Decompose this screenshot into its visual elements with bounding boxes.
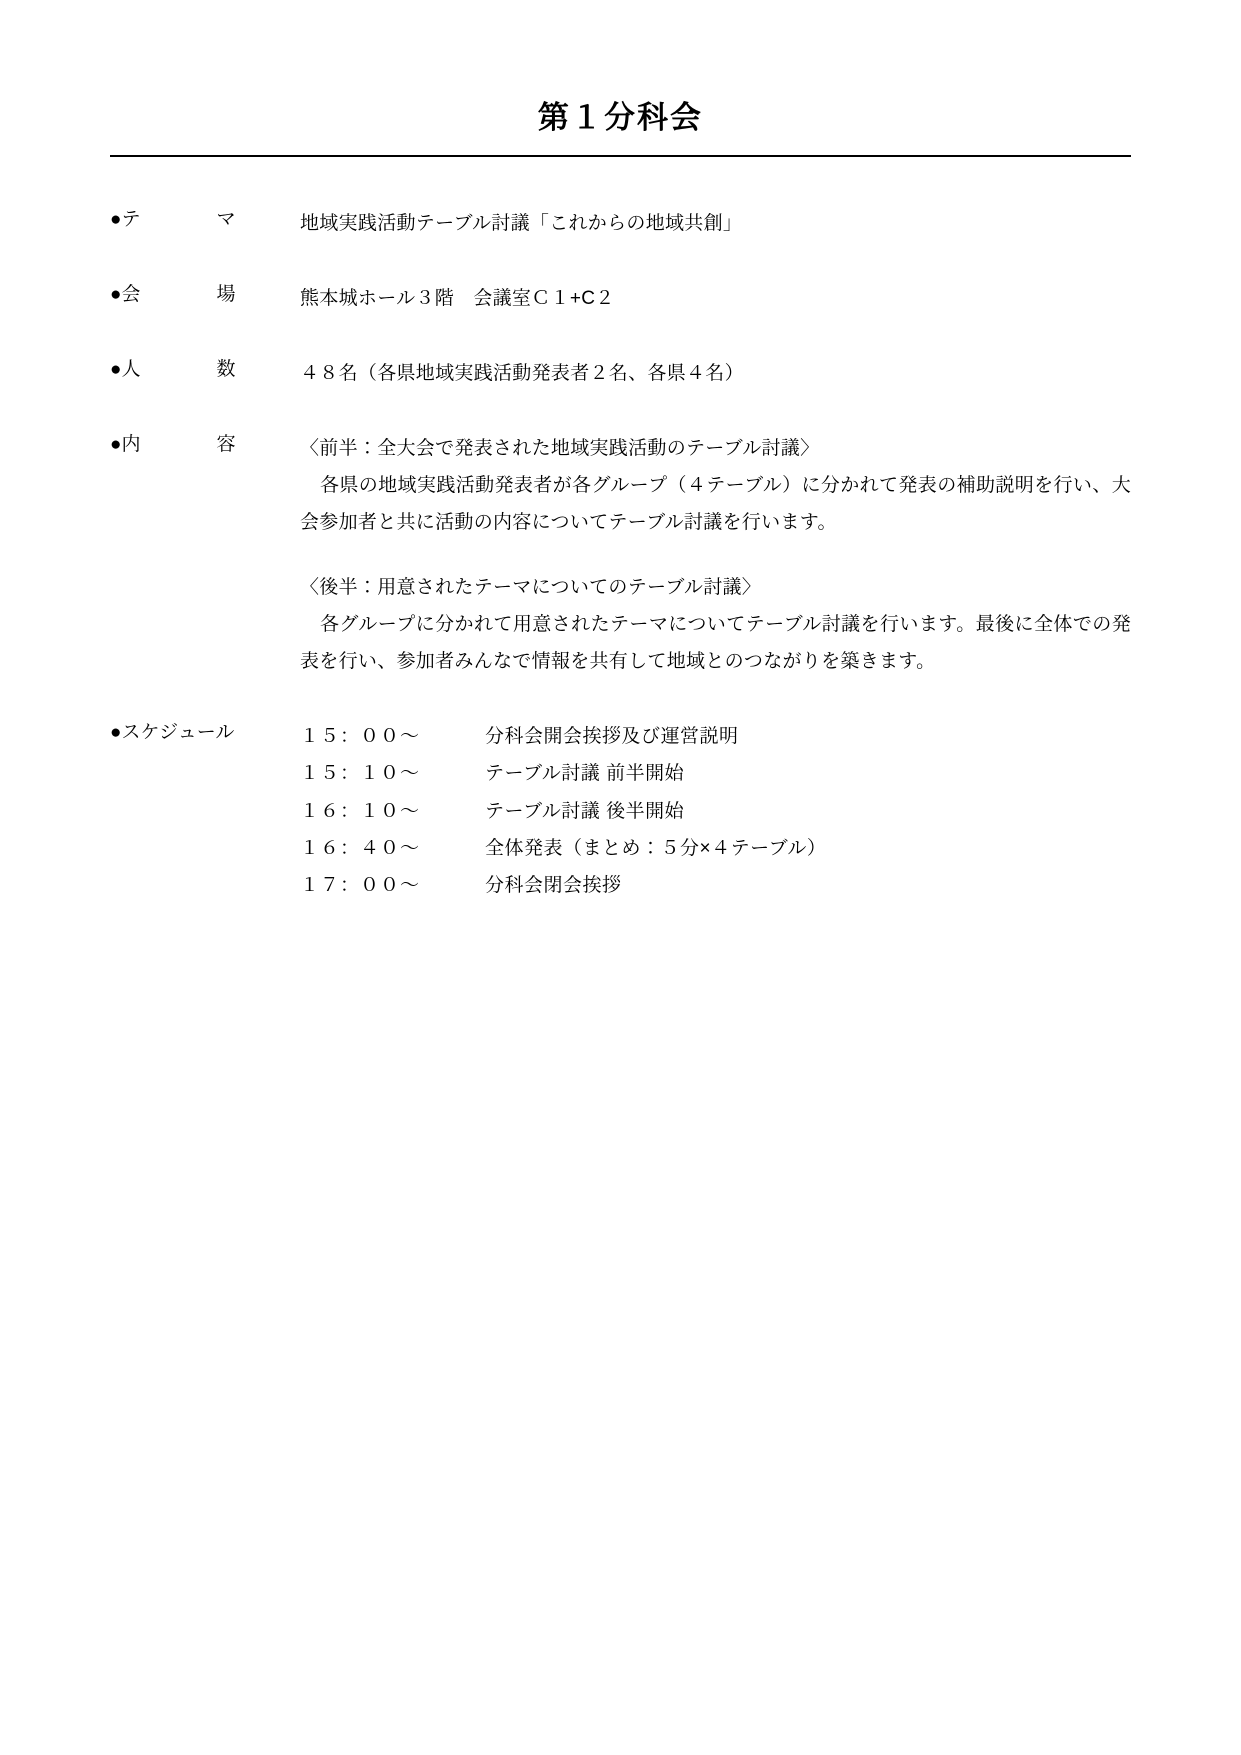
schedule-item bbox=[300, 830, 1131, 867]
field-row-venue bbox=[110, 280, 1131, 317]
schedule-description: 分科会開会挨拶及び運営説明 bbox=[485, 726, 739, 748]
schedule-item bbox=[300, 755, 1131, 792]
title-divider bbox=[110, 155, 1131, 157]
schedule-item bbox=[300, 793, 1131, 830]
schedule-time: １５：１０〜 bbox=[300, 763, 421, 785]
content-first-half-heading: 〈前半：全大会で発表された地域実践活動のテーブル討議〉 bbox=[300, 438, 820, 460]
field-label-schedule: ●スケジュール bbox=[110, 722, 235, 744]
page-title: 第１分科会 bbox=[538, 100, 703, 135]
field-value-content bbox=[300, 430, 1131, 680]
field-label-venue: ●会 場 bbox=[110, 284, 236, 306]
schedule-time: １６：４０〜 bbox=[300, 837, 421, 859]
field-label-participants: ●人 数 bbox=[110, 359, 236, 381]
field-value-theme bbox=[300, 205, 1131, 242]
field-label-content: ●内 容 bbox=[110, 434, 236, 456]
schedule-description: 全体発表（まとめ：５分×４テーブル） bbox=[485, 837, 827, 859]
schedule-list bbox=[300, 718, 1131, 903]
schedule-item bbox=[300, 867, 1131, 904]
schedule-time: １７：００〜 bbox=[300, 874, 421, 896]
field-row-content bbox=[110, 430, 1131, 680]
content-paragraph-gap bbox=[300, 541, 1131, 569]
schedule-description: 分科会閉会挨拶 bbox=[485, 874, 622, 896]
field-row-schedule bbox=[110, 718, 1131, 903]
content-second-half-body: 各グループに分かれて用意されたテーマについてテーブル討議を行います。最後に全体での発表を行い、参加者みんなで情報を共有して地域とのつながりを築きます。 bbox=[300, 614, 1131, 673]
field-row-participants bbox=[110, 355, 1131, 392]
content-first-half-body: 各県の地域実践活動発表者が各グループ（４テーブル）に分かれて発表の補助説明を行い、大会参加者と共に活動の内容についてテーブル討議を行います。 bbox=[300, 475, 1131, 534]
theme-text: 地域実践活動テーブル討議「これからの地域共創」 bbox=[300, 213, 743, 234]
participants-text: ４８名（各県地域実践活動発表者２名、各県４名） bbox=[300, 363, 744, 385]
venue-text: 熊本城ホール３階 会議室Ｃ１+C２ bbox=[300, 288, 615, 310]
field-value-participants bbox=[300, 355, 1131, 392]
schedule-item bbox=[300, 718, 1131, 755]
field-value-venue bbox=[300, 280, 1131, 317]
field-label-theme: ●テ マ bbox=[110, 209, 236, 230]
schedule-description: テーブル討議 前半開始 bbox=[485, 763, 685, 785]
schedule-description: テーブル討議 後半開始 bbox=[485, 800, 685, 822]
content-second-half-heading: 〈後半：用意されたテーマについてのテーブル討議〉 bbox=[300, 577, 762, 599]
field-row-theme bbox=[110, 205, 1131, 242]
schedule-time: １５：００〜 bbox=[300, 726, 421, 748]
schedule-time: １６：１０〜 bbox=[300, 800, 421, 822]
